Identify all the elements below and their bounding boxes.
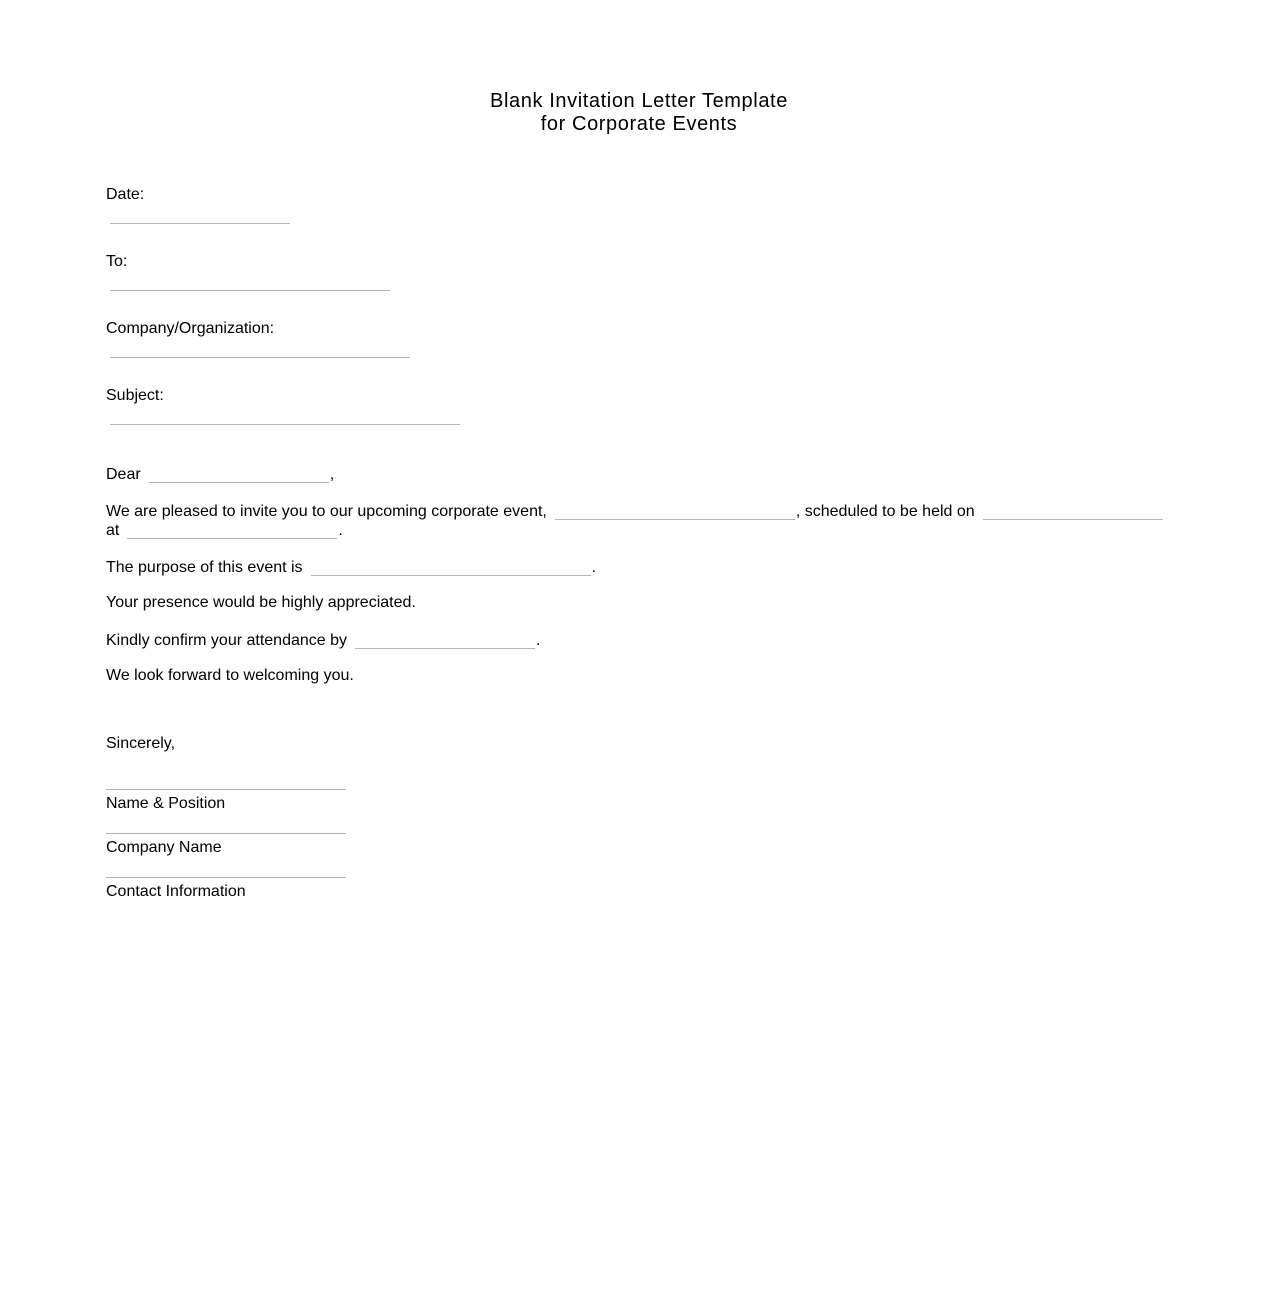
invite-text-2: , scheduled to be held on <box>795 503 975 520</box>
invite-text-1: We are pleased to invite you to our upcoming corporate event, <box>106 503 547 520</box>
purpose-line <box>106 557 596 577</box>
to-field[interactable] <box>110 290 390 291</box>
title-line-1: Blank Invitation Letter Template <box>490 90 788 112</box>
event-name-field[interactable] <box>555 505 795 520</box>
invite-end: . <box>338 522 343 539</box>
invite-at-text: at <box>106 522 120 539</box>
recipient-name-field[interactable] <box>149 468 329 483</box>
page-title <box>0 90 1278 136</box>
invite-line-2 <box>106 520 343 540</box>
company-label: Company/Organization: <box>106 320 275 337</box>
dear-text: Dear <box>106 466 141 483</box>
purpose-field[interactable] <box>311 561 591 576</box>
title-line-2: for Corporate Events <box>540 113 738 135</box>
rsvp-date-field[interactable] <box>355 634 535 649</box>
company-name-label: Company Name <box>106 839 222 856</box>
contact-info-signature-line[interactable] <box>106 877 346 878</box>
date-field[interactable] <box>110 223 290 224</box>
event-date-field[interactable] <box>983 505 1163 520</box>
dear-comma: , <box>329 466 335 483</box>
subject-label: Subject: <box>106 387 164 404</box>
forward-text: We look forward to welcoming you. <box>106 667 354 684</box>
purpose-end: . <box>591 559 597 576</box>
sincerely-text: Sincerely, <box>106 735 176 752</box>
company-name-signature-line[interactable] <box>106 833 346 834</box>
subject-field[interactable] <box>110 424 460 425</box>
to-label: To: <box>106 253 128 270</box>
date-label: Date: <box>106 186 145 203</box>
confirm-line <box>106 630 540 650</box>
confirm-end: . <box>536 632 541 649</box>
company-field[interactable] <box>110 357 410 358</box>
presence-text: Your presence would be highly appreciated. <box>106 594 416 611</box>
confirm-text: Kindly confirm your attendance by <box>106 632 348 649</box>
event-location-field[interactable] <box>127 524 337 539</box>
name-position-signature-line[interactable] <box>106 789 346 790</box>
purpose-text: The purpose of this event is <box>106 559 303 576</box>
name-position-label: Name & Position <box>106 795 226 812</box>
contact-info-label: Contact Information <box>106 883 246 900</box>
invite-line-1 <box>106 501 1167 521</box>
salutation <box>106 464 334 484</box>
